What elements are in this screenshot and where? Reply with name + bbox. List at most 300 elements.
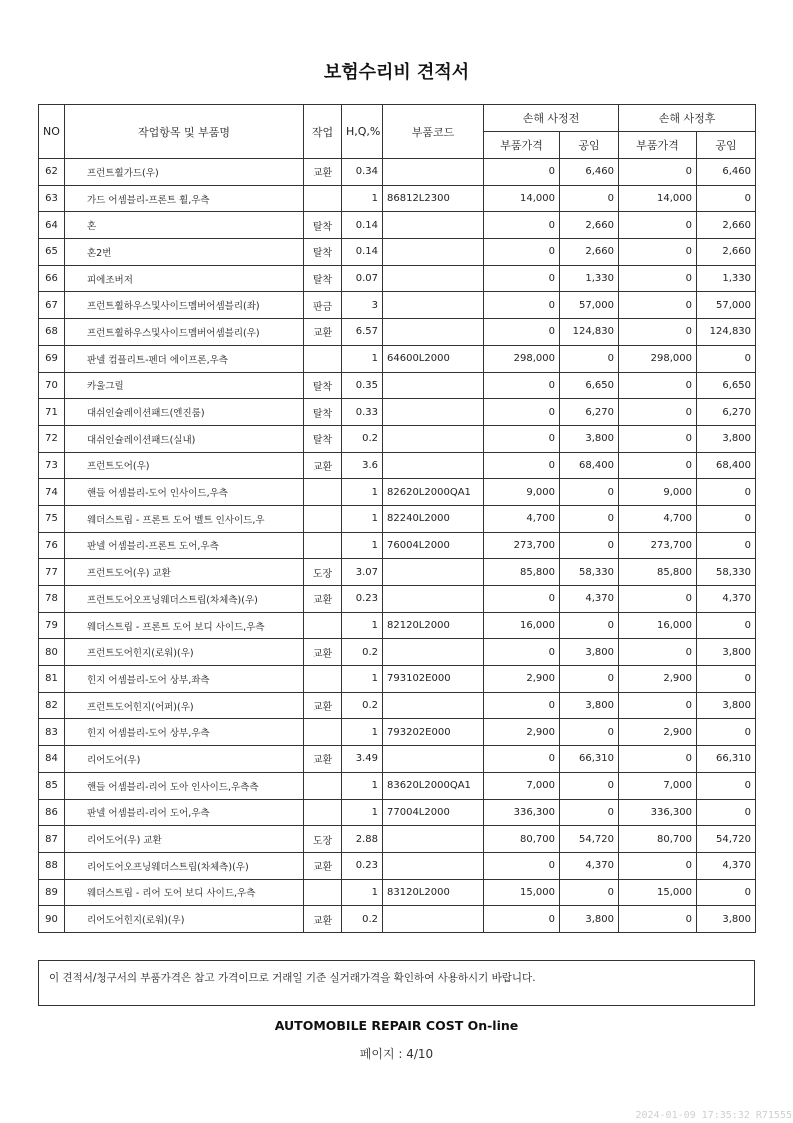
table-row bbox=[39, 852, 756, 879]
after-labor-cost: 0 bbox=[697, 185, 756, 212]
part-code: 76004L2000 bbox=[383, 532, 484, 559]
before-labor-cost: 4,370 bbox=[560, 586, 619, 613]
row-number: 65 bbox=[39, 239, 65, 266]
before-part-price: 2,900 bbox=[484, 666, 560, 693]
item-name: 힌지 어셈블리-도어 상부,우측 bbox=[65, 719, 304, 746]
row-number: 83 bbox=[39, 719, 65, 746]
work-type bbox=[304, 505, 342, 532]
after-labor-cost: 0 bbox=[697, 479, 756, 506]
before-part-price: 0 bbox=[484, 372, 560, 399]
table-row bbox=[39, 345, 756, 372]
table-row bbox=[39, 319, 756, 346]
after-labor-cost: 6,460 bbox=[697, 159, 756, 186]
item-name: 힌지 어셈블리-도어 상부,좌측 bbox=[65, 666, 304, 693]
work-type bbox=[304, 666, 342, 693]
work-type: 도장 bbox=[304, 826, 342, 853]
part-code bbox=[383, 906, 484, 933]
work-type bbox=[304, 185, 342, 212]
hq-value: 0.23 bbox=[342, 852, 383, 879]
footer-title: AUTOMOBILE REPAIR COST On-line bbox=[274, 1018, 519, 1033]
after-part-price: 336,300 bbox=[619, 799, 697, 826]
after-labor-cost: 124,830 bbox=[697, 319, 756, 346]
row-number: 79 bbox=[39, 612, 65, 639]
page-number: 페이지 : 4/10 bbox=[359, 1047, 434, 1061]
part-code: 86812L2300 bbox=[383, 185, 484, 212]
hq-value: 0.35 bbox=[342, 372, 383, 399]
after-labor-cost: 0 bbox=[697, 879, 756, 906]
table-row bbox=[39, 265, 756, 292]
hq-value: 1 bbox=[342, 799, 383, 826]
before-labor-cost: 0 bbox=[560, 479, 619, 506]
after-part-price: 2,900 bbox=[619, 666, 697, 693]
before-part-price: 0 bbox=[484, 292, 560, 319]
after-part-price: 0 bbox=[619, 212, 697, 239]
table-row bbox=[39, 559, 756, 586]
hq-value: 6.57 bbox=[342, 319, 383, 346]
work-type bbox=[304, 612, 342, 639]
after-part-price: 298,000 bbox=[619, 345, 697, 372]
before-labor-cost: 0 bbox=[560, 666, 619, 693]
after-labor-cost: 4,370 bbox=[697, 852, 756, 879]
work-type: 교환 bbox=[304, 319, 342, 346]
hq-value: 0.2 bbox=[342, 425, 383, 452]
after-labor-cost: 57,000 bbox=[697, 292, 756, 319]
before-part-price: 0 bbox=[484, 425, 560, 452]
header-after-part-price: 부품가격 bbox=[619, 132, 697, 159]
print-timestamp: 2024-01-09 17:35:32 R71555 bbox=[635, 1110, 792, 1121]
row-number: 62 bbox=[39, 159, 65, 186]
part-code bbox=[383, 265, 484, 292]
after-part-price: 9,000 bbox=[619, 479, 697, 506]
before-labor-cost: 58,330 bbox=[560, 559, 619, 586]
after-labor-cost: 66,310 bbox=[697, 746, 756, 773]
before-part-price: 0 bbox=[484, 906, 560, 933]
table-row bbox=[39, 292, 756, 319]
item-name: 프런트휠하우스및사이드멤버어셈블리(우) bbox=[65, 319, 304, 346]
part-code bbox=[383, 239, 484, 266]
item-name: 프런트도어힌지(어퍼)(우) bbox=[65, 692, 304, 719]
after-part-price: 14,000 bbox=[619, 185, 697, 212]
table-row bbox=[39, 159, 756, 186]
header-after-labor: 공임 bbox=[697, 132, 756, 159]
work-type: 교환 bbox=[304, 452, 342, 479]
row-number: 75 bbox=[39, 505, 65, 532]
row-number: 88 bbox=[39, 852, 65, 879]
after-labor-cost: 3,800 bbox=[697, 692, 756, 719]
before-part-price: 0 bbox=[484, 212, 560, 239]
work-type: 교환 bbox=[304, 906, 342, 933]
row-number: 69 bbox=[39, 345, 65, 372]
row-number: 71 bbox=[39, 399, 65, 426]
before-labor-cost: 0 bbox=[560, 505, 619, 532]
row-number: 86 bbox=[39, 799, 65, 826]
after-part-price: 2,900 bbox=[619, 719, 697, 746]
after-part-price: 0 bbox=[619, 586, 697, 613]
after-part-price: 15,000 bbox=[619, 879, 697, 906]
item-name: 프런트도어(우) 교환 bbox=[65, 559, 304, 586]
hq-value: 0.2 bbox=[342, 639, 383, 666]
before-labor-cost: 54,720 bbox=[560, 826, 619, 853]
table-body bbox=[39, 159, 756, 933]
row-number: 85 bbox=[39, 772, 65, 799]
row-number: 64 bbox=[39, 212, 65, 239]
after-labor-cost: 3,800 bbox=[697, 639, 756, 666]
hq-value: 3.07 bbox=[342, 559, 383, 586]
before-part-price: 0 bbox=[484, 452, 560, 479]
before-labor-cost: 0 bbox=[560, 772, 619, 799]
before-labor-cost: 6,460 bbox=[560, 159, 619, 186]
after-labor-cost: 0 bbox=[697, 799, 756, 826]
after-part-price: 80,700 bbox=[619, 826, 697, 853]
header-before-part-price: 부품가격 bbox=[484, 132, 560, 159]
hq-value: 0.2 bbox=[342, 692, 383, 719]
row-number: 77 bbox=[39, 559, 65, 586]
after-labor-cost: 2,660 bbox=[697, 212, 756, 239]
row-number: 74 bbox=[39, 479, 65, 506]
row-number: 78 bbox=[39, 586, 65, 613]
before-labor-cost: 2,660 bbox=[560, 212, 619, 239]
row-number: 68 bbox=[39, 319, 65, 346]
after-part-price: 273,700 bbox=[619, 532, 697, 559]
item-name: 피에조버저 bbox=[65, 265, 304, 292]
after-part-price: 0 bbox=[619, 852, 697, 879]
work-type bbox=[304, 345, 342, 372]
work-type bbox=[304, 719, 342, 746]
hq-value: 1 bbox=[342, 532, 383, 559]
table-row bbox=[39, 586, 756, 613]
after-labor-cost: 0 bbox=[697, 772, 756, 799]
hq-value: 1 bbox=[342, 505, 383, 532]
part-code: 64600L2000 bbox=[383, 345, 484, 372]
item-name: 프런트휠가드(우) bbox=[65, 159, 304, 186]
hq-value: 1 bbox=[342, 879, 383, 906]
hq-value: 0.2 bbox=[342, 906, 383, 933]
before-part-price: 0 bbox=[484, 159, 560, 186]
part-code: 82620L2000QA1 bbox=[383, 479, 484, 506]
item-name: 핸들 어셈블리-리어 도아 인사이드,우측측 bbox=[65, 772, 304, 799]
estimate-table bbox=[38, 104, 756, 933]
table-row bbox=[39, 239, 756, 266]
before-part-price: 7,000 bbox=[484, 772, 560, 799]
table-row bbox=[39, 452, 756, 479]
item-name: 판넬 어셈블리-프론트 도어,우측 bbox=[65, 532, 304, 559]
hq-value: 0.14 bbox=[342, 212, 383, 239]
item-name: 대쉬인슐레이션패드(엔진룸) bbox=[65, 399, 304, 426]
row-number: 87 bbox=[39, 826, 65, 853]
before-labor-cost: 3,800 bbox=[560, 692, 619, 719]
before-part-price: 0 bbox=[484, 319, 560, 346]
part-code: 77004L2000 bbox=[383, 799, 484, 826]
before-part-price: 0 bbox=[484, 586, 560, 613]
work-type: 교환 bbox=[304, 639, 342, 666]
hq-value: 1 bbox=[342, 345, 383, 372]
after-labor-cost: 1,330 bbox=[697, 265, 756, 292]
row-number: 89 bbox=[39, 879, 65, 906]
before-part-price: 0 bbox=[484, 399, 560, 426]
before-labor-cost: 0 bbox=[560, 719, 619, 746]
row-number: 84 bbox=[39, 746, 65, 773]
hq-value: 0.34 bbox=[342, 159, 383, 186]
hq-value: 3.49 bbox=[342, 746, 383, 773]
before-part-price: 0 bbox=[484, 265, 560, 292]
header-before-labor: 공임 bbox=[560, 132, 619, 159]
hq-value: 0.07 bbox=[342, 265, 383, 292]
row-number: 66 bbox=[39, 265, 65, 292]
work-type: 탈착 bbox=[304, 372, 342, 399]
before-labor-cost: 1,330 bbox=[560, 265, 619, 292]
part-code bbox=[383, 852, 484, 879]
before-labor-cost: 0 bbox=[560, 799, 619, 826]
after-part-price: 0 bbox=[619, 452, 697, 479]
row-number: 63 bbox=[39, 185, 65, 212]
before-labor-cost: 57,000 bbox=[560, 292, 619, 319]
work-type bbox=[304, 772, 342, 799]
before-part-price: 14,000 bbox=[484, 185, 560, 212]
header-part-code: 부품코드 bbox=[383, 105, 484, 159]
item-name: 판넬 어셈블리-리어 도어,우측 bbox=[65, 799, 304, 826]
item-name: 리어도어(우) 교환 bbox=[65, 826, 304, 853]
before-part-price: 85,800 bbox=[484, 559, 560, 586]
item-name: 대쉬인슐레이션패드(실내) bbox=[65, 425, 304, 452]
hq-value: 0.23 bbox=[342, 586, 383, 613]
before-part-price: 0 bbox=[484, 239, 560, 266]
table-row bbox=[39, 906, 756, 933]
item-name: 프런트도어오프닝웨더스트립(차체측)(우) bbox=[65, 586, 304, 613]
after-labor-cost: 0 bbox=[697, 719, 756, 746]
before-part-price: 336,300 bbox=[484, 799, 560, 826]
header-hq: H,Q,% bbox=[342, 105, 383, 159]
after-part-price: 0 bbox=[619, 399, 697, 426]
header-before-adjustment: 손해 사정전 bbox=[484, 105, 619, 132]
before-part-price: 298,000 bbox=[484, 345, 560, 372]
part-code bbox=[383, 692, 484, 719]
table-row bbox=[39, 746, 756, 773]
part-code bbox=[383, 212, 484, 239]
work-type: 판금 bbox=[304, 292, 342, 319]
part-code bbox=[383, 452, 484, 479]
document-title: 보험수리비 견적서 bbox=[323, 62, 470, 83]
item-name: 카울그릴 bbox=[65, 372, 304, 399]
table-header bbox=[39, 105, 756, 159]
work-type: 교환 bbox=[304, 746, 342, 773]
work-type: 교환 bbox=[304, 692, 342, 719]
part-code bbox=[383, 746, 484, 773]
hq-value: 1 bbox=[342, 479, 383, 506]
part-code bbox=[383, 826, 484, 853]
part-code: 83120L2000 bbox=[383, 879, 484, 906]
after-part-price: 0 bbox=[619, 319, 697, 346]
hq-value: 1 bbox=[342, 772, 383, 799]
part-code bbox=[383, 559, 484, 586]
after-labor-cost: 0 bbox=[697, 666, 756, 693]
after-part-price: 0 bbox=[619, 692, 697, 719]
after-part-price: 7,000 bbox=[619, 772, 697, 799]
before-part-price: 16,000 bbox=[484, 612, 560, 639]
after-part-price: 0 bbox=[619, 746, 697, 773]
table-row bbox=[39, 879, 756, 906]
work-type: 교환 bbox=[304, 586, 342, 613]
after-labor-cost: 0 bbox=[697, 505, 756, 532]
work-type: 탈착 bbox=[304, 399, 342, 426]
before-labor-cost: 3,800 bbox=[560, 639, 619, 666]
before-part-price: 2,900 bbox=[484, 719, 560, 746]
item-name: 혼2번 bbox=[65, 239, 304, 266]
hq-value: 3.6 bbox=[342, 452, 383, 479]
table-row bbox=[39, 372, 756, 399]
table-row bbox=[39, 799, 756, 826]
header-item: 작업항목 및 부품명 bbox=[65, 105, 304, 159]
before-part-price: 9,000 bbox=[484, 479, 560, 506]
before-labor-cost: 68,400 bbox=[560, 452, 619, 479]
work-type: 도장 bbox=[304, 559, 342, 586]
after-labor-cost: 4,370 bbox=[697, 586, 756, 613]
row-number: 80 bbox=[39, 639, 65, 666]
row-number: 76 bbox=[39, 532, 65, 559]
after-part-price: 0 bbox=[619, 292, 697, 319]
after-labor-cost: 54,720 bbox=[697, 826, 756, 853]
hq-value: 1 bbox=[342, 185, 383, 212]
header-work: 작업 bbox=[304, 105, 342, 159]
hq-value: 0.14 bbox=[342, 239, 383, 266]
hq-value: 1 bbox=[342, 612, 383, 639]
after-part-price: 0 bbox=[619, 639, 697, 666]
item-name: 리어도어오프닝웨더스트립(차체측)(우) bbox=[65, 852, 304, 879]
after-part-price: 0 bbox=[619, 372, 697, 399]
hq-value: 2.88 bbox=[342, 826, 383, 853]
after-part-price: 0 bbox=[619, 265, 697, 292]
item-name: 핸들 어셈블리-도어 인사이드,우측 bbox=[65, 479, 304, 506]
before-part-price: 4,700 bbox=[484, 505, 560, 532]
before-labor-cost: 4,370 bbox=[560, 852, 619, 879]
table-row bbox=[39, 692, 756, 719]
table-row bbox=[39, 479, 756, 506]
row-number: 82 bbox=[39, 692, 65, 719]
after-part-price: 16,000 bbox=[619, 612, 697, 639]
before-labor-cost: 2,660 bbox=[560, 239, 619, 266]
header-no: NO bbox=[39, 105, 65, 159]
table-row bbox=[39, 399, 756, 426]
work-type: 탈착 bbox=[304, 425, 342, 452]
after-labor-cost: 6,270 bbox=[697, 399, 756, 426]
after-part-price: 4,700 bbox=[619, 505, 697, 532]
after-labor-cost: 6,650 bbox=[697, 372, 756, 399]
work-type: 탈착 bbox=[304, 265, 342, 292]
before-part-price: 0 bbox=[484, 692, 560, 719]
after-labor-cost: 68,400 bbox=[697, 452, 756, 479]
table-row bbox=[39, 719, 756, 746]
after-part-price: 0 bbox=[619, 425, 697, 452]
before-part-price: 15,000 bbox=[484, 879, 560, 906]
before-labor-cost: 0 bbox=[560, 879, 619, 906]
table-row bbox=[39, 212, 756, 239]
table-row bbox=[39, 425, 756, 452]
row-number: 70 bbox=[39, 372, 65, 399]
after-labor-cost: 0 bbox=[697, 532, 756, 559]
work-type bbox=[304, 532, 342, 559]
part-code bbox=[383, 319, 484, 346]
after-labor-cost: 3,800 bbox=[697, 425, 756, 452]
part-code: 793202E000 bbox=[383, 719, 484, 746]
after-labor-cost: 58,330 bbox=[697, 559, 756, 586]
table-row bbox=[39, 772, 756, 799]
after-part-price: 0 bbox=[619, 159, 697, 186]
part-code: 83620L2000QA1 bbox=[383, 772, 484, 799]
before-labor-cost: 6,270 bbox=[560, 399, 619, 426]
part-code bbox=[383, 399, 484, 426]
table-row bbox=[39, 639, 756, 666]
before-labor-cost: 0 bbox=[560, 612, 619, 639]
table-row bbox=[39, 185, 756, 212]
table-row bbox=[39, 826, 756, 853]
work-type: 교환 bbox=[304, 852, 342, 879]
hq-value: 1 bbox=[342, 666, 383, 693]
after-part-price: 0 bbox=[619, 239, 697, 266]
before-part-price: 80,700 bbox=[484, 826, 560, 853]
item-name: 프런트휠하우스및사이드멤버어셈블리(좌) bbox=[65, 292, 304, 319]
part-code bbox=[383, 425, 484, 452]
after-labor-cost: 0 bbox=[697, 345, 756, 372]
row-number: 67 bbox=[39, 292, 65, 319]
row-number: 72 bbox=[39, 425, 65, 452]
part-code bbox=[383, 372, 484, 399]
work-type bbox=[304, 479, 342, 506]
part-code: 82240L2000 bbox=[383, 505, 484, 532]
item-name: 웨더스트립 - 프론트 도어 벨트 인사이드,우 bbox=[65, 505, 304, 532]
work-type: 교환 bbox=[304, 159, 342, 186]
row-number: 90 bbox=[39, 906, 65, 933]
work-type bbox=[304, 799, 342, 826]
work-type: 탈착 bbox=[304, 212, 342, 239]
part-code: 82120L2000 bbox=[383, 612, 484, 639]
notice-text: 이 견적서/청구서의 부품가격은 참고 가격이므로 거래일 기준 실거래가격을 확인하여 사용하시기 바랍니다. bbox=[49, 972, 536, 984]
before-labor-cost: 66,310 bbox=[560, 746, 619, 773]
after-part-price: 85,800 bbox=[619, 559, 697, 586]
part-code: 793102E000 bbox=[383, 666, 484, 693]
part-code bbox=[383, 292, 484, 319]
before-part-price: 273,700 bbox=[484, 532, 560, 559]
header-after-adjustment: 손해 사정후 bbox=[619, 105, 756, 132]
item-name: 혼 bbox=[65, 212, 304, 239]
before-labor-cost: 6,650 bbox=[560, 372, 619, 399]
work-type: 탈착 bbox=[304, 239, 342, 266]
item-name: 웨더스트립 - 프론트 도어 보디 사이드,우측 bbox=[65, 612, 304, 639]
table-row bbox=[39, 505, 756, 532]
item-name: 리어도어힌지(로워)(우) bbox=[65, 906, 304, 933]
before-labor-cost: 0 bbox=[560, 185, 619, 212]
before-labor-cost: 3,800 bbox=[560, 906, 619, 933]
hq-value: 0.33 bbox=[342, 399, 383, 426]
item-name: 프런트도어(우) bbox=[65, 452, 304, 479]
part-code bbox=[383, 159, 484, 186]
hq-value: 1 bbox=[342, 719, 383, 746]
part-code bbox=[383, 639, 484, 666]
row-number: 81 bbox=[39, 666, 65, 693]
item-name: 프런트도어힌지(로워)(우) bbox=[65, 639, 304, 666]
before-part-price: 0 bbox=[484, 639, 560, 666]
before-part-price: 0 bbox=[484, 852, 560, 879]
before-part-price: 0 bbox=[484, 746, 560, 773]
part-code bbox=[383, 586, 484, 613]
item-name: 판넬 컴플리트-펜더 에이프론,우측 bbox=[65, 345, 304, 372]
table-row bbox=[39, 532, 756, 559]
after-part-price: 0 bbox=[619, 906, 697, 933]
after-labor-cost: 0 bbox=[697, 612, 756, 639]
row-number: 73 bbox=[39, 452, 65, 479]
table-row bbox=[39, 666, 756, 693]
item-name: 웨더스트립 - 리어 도어 보디 사이드,우측 bbox=[65, 879, 304, 906]
before-labor-cost: 3,800 bbox=[560, 425, 619, 452]
notice-box bbox=[38, 960, 755, 1006]
